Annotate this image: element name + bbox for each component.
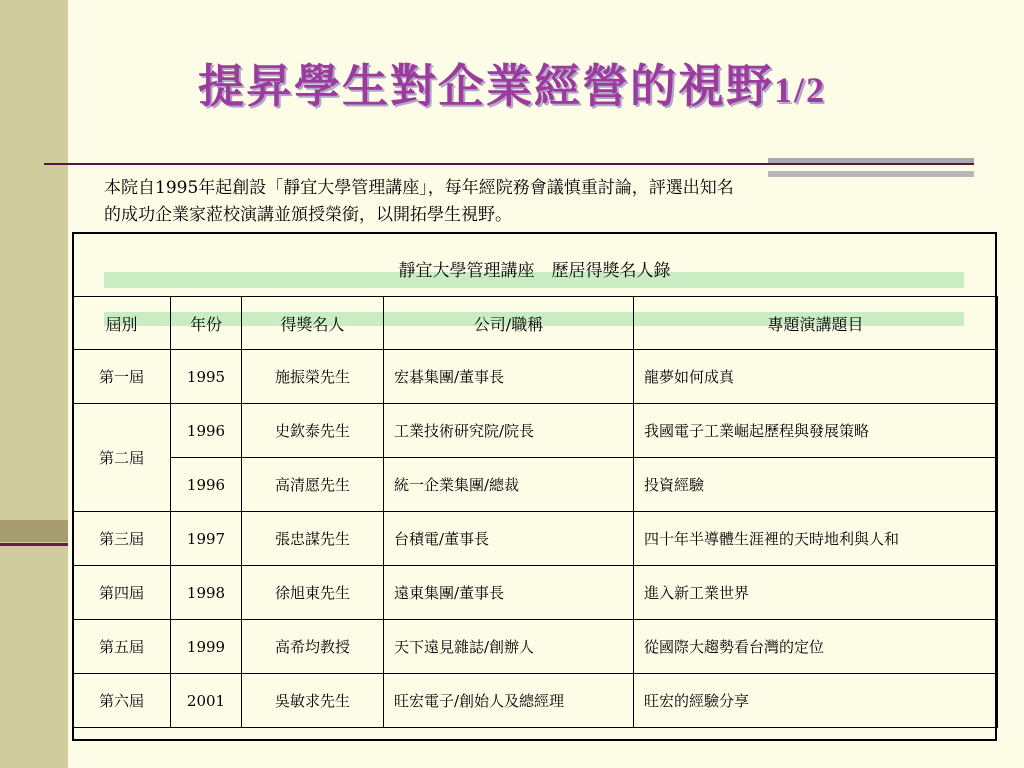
cell-topic: 我國電子工業崛起歷程與發展策略 bbox=[634, 404, 998, 458]
table-row bbox=[73, 512, 998, 566]
table-header-row bbox=[73, 297, 998, 350]
cell-year: 1996 bbox=[171, 404, 242, 458]
cell-year: 1995 bbox=[171, 350, 242, 404]
table-row bbox=[73, 458, 998, 512]
intro-line-2: 的成功企業家蒞校演講並頒授榮銜，以開拓學生視野。 bbox=[104, 205, 512, 225]
cell-topic: 龍夢如何成真 bbox=[634, 350, 998, 404]
cell-company: 統一企業集團/總裁 bbox=[384, 458, 634, 512]
awards-table bbox=[72, 296, 998, 728]
cell-topic: 投資經驗 bbox=[634, 458, 998, 512]
cell-term: 第四屆 bbox=[73, 566, 171, 620]
cell-term: 第五屆 bbox=[73, 620, 171, 674]
cell-name: 張忠謀先生 bbox=[242, 512, 384, 566]
cell-topic: 進入新工業世界 bbox=[634, 566, 998, 620]
header-topic: 專題演講題目 bbox=[634, 297, 998, 350]
table-caption: 靜宜大學管理講座 歷居得獎名人錄 bbox=[398, 261, 671, 281]
cell-topic: 旺宏的經驗分享 bbox=[634, 674, 998, 728]
title-part: 1/2 bbox=[773, 70, 826, 110]
cell-year: 1997 bbox=[171, 512, 242, 566]
table-row bbox=[73, 350, 998, 404]
cell-term: 第二屆 bbox=[73, 404, 171, 512]
page-title bbox=[0, 50, 1024, 116]
cell-term: 第三屆 bbox=[73, 512, 171, 566]
cell-name: 高清愿先生 bbox=[242, 458, 384, 512]
cell-name: 高希均教授 bbox=[242, 620, 384, 674]
table-row bbox=[73, 404, 998, 458]
header-year: 年份 bbox=[171, 297, 242, 350]
cell-name: 施振榮先生 bbox=[242, 350, 384, 404]
intro-line-1: 本院自1995年起創設「靜宜大學管理講座」，每年經院務會議慎重討論，評選出知名 bbox=[104, 178, 734, 198]
side-accent-line bbox=[0, 543, 68, 546]
cell-term: 第一屆 bbox=[73, 350, 171, 404]
header-term: 屆別 bbox=[73, 297, 171, 350]
title-main: 提昇學生對企業經營的視野 bbox=[197, 59, 774, 113]
header-company: 公司/職稱 bbox=[384, 297, 634, 350]
cell-company: 台積電/董事長 bbox=[384, 512, 634, 566]
cell-company: 旺宏電子/創始人及總經理 bbox=[384, 674, 634, 728]
intro-paragraph bbox=[104, 175, 954, 229]
table-row bbox=[73, 620, 998, 674]
cell-topic: 四十年半導體生涯裡的天時地利與人和 bbox=[634, 512, 998, 566]
header-name: 得獎名人 bbox=[242, 297, 384, 350]
cell-company: 遠東集團/董事長 bbox=[384, 566, 634, 620]
cell-topic: 從國際大趨勢看台灣的定位 bbox=[634, 620, 998, 674]
cell-year: 1999 bbox=[171, 620, 242, 674]
cell-company: 宏碁集團/董事長 bbox=[384, 350, 634, 404]
cell-company: 天下遠見雜誌/創辦人 bbox=[384, 620, 634, 674]
cell-name: 吳敏求先生 bbox=[242, 674, 384, 728]
table-row bbox=[73, 566, 998, 620]
cell-year: 1998 bbox=[171, 566, 242, 620]
table-row bbox=[73, 674, 998, 728]
cell-name: 史欽泰先生 bbox=[242, 404, 384, 458]
cell-company: 工業技術研究院/院長 bbox=[384, 404, 634, 458]
cell-year: 1996 bbox=[171, 458, 242, 512]
awards-table-frame bbox=[72, 232, 997, 741]
cell-name: 徐旭東先生 bbox=[242, 566, 384, 620]
cell-year: 2001 bbox=[171, 674, 242, 728]
side-accent-strip bbox=[0, 520, 68, 542]
cell-term: 第六屆 bbox=[73, 674, 171, 728]
title-rule bbox=[44, 163, 974, 165]
